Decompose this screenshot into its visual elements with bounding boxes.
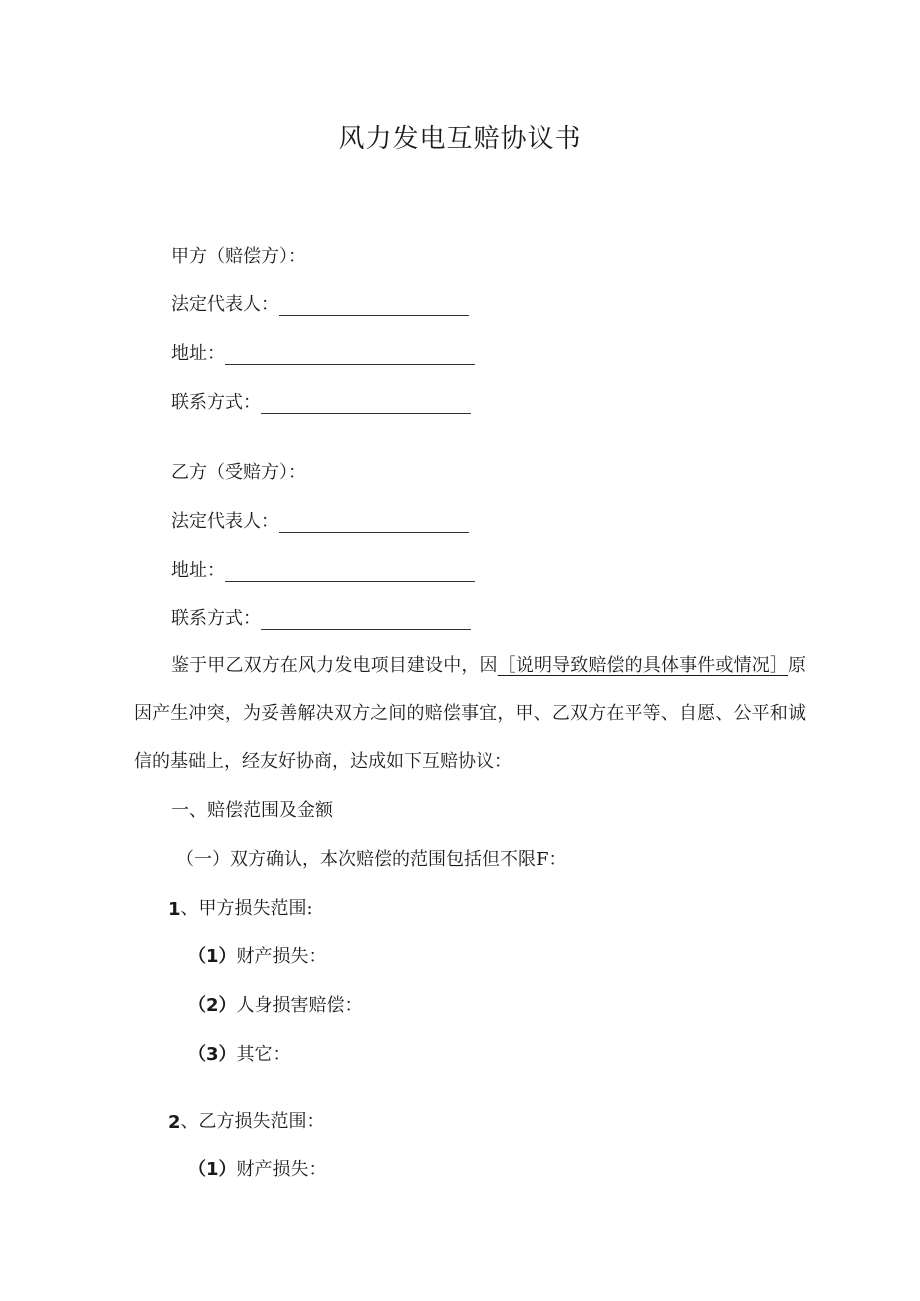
item-text: 其它： [236,1044,291,1065]
party-a-rep-blank [279,297,469,316]
party-a-loss-number: 1 [168,899,181,920]
item-number: （3） [188,1044,237,1065]
party-a-contact-line [171,388,471,414]
section1-heading [171,796,333,822]
party-b-addr-blank [225,563,475,582]
party-a-loss-label: 、甲方损失范围: [180,898,313,919]
section1-heading-text: 一、赔偿范围及金额 [171,800,333,821]
intro-event-placeholder: ［说明导致赔偿的具体事件或情况］ [497,655,789,676]
item-number: （1） [188,946,237,967]
party-b-loss-heading [168,1107,325,1133]
party-a-heading-text: 甲方（赔偿方）： [171,246,306,267]
party-a-rep-label: 法定代表人： [171,294,279,315]
party-b-heading [171,458,306,484]
document-title: 风力发电互赔协议书 [338,124,582,154]
item-number: （1） [188,1159,237,1180]
party-b-addr-line [171,556,475,582]
section1-sub1 [176,845,567,871]
party-b-loss-number: 2 [168,1112,181,1133]
party-b-heading-text: 乙方（受赔方）： [171,462,306,483]
intro-after: 原因产生冲突，为妥善解决双方之间的赔偿事宜，甲、乙双方在平等、自愿、公平和诚信的基础上，经友好协商，达成如下互赔协议： [134,655,807,772]
party-a-addr-label: 地址： [171,343,225,364]
party-b-rep-line [171,507,469,533]
party-b-contact-label: 联系方式： [171,608,261,629]
party-b-addr-label: 地址： [171,560,225,581]
party-b-loss-item-1 [188,1155,327,1181]
intro-before: 鉴于甲乙双方在风力发电项目建设中，因 [171,655,498,676]
intro-paragraph [134,642,806,786]
party-a-loss-item-1 [188,942,327,968]
item-text: 财产损失： [236,1159,327,1180]
party-a-loss-heading [168,894,313,920]
party-a-heading [171,242,306,268]
party-a-addr-blank [225,346,475,365]
party-b-loss-label: 、乙方损失范围： [180,1111,325,1132]
item-number: （2） [188,995,237,1016]
party-a-addr-line [171,339,475,365]
party-b-contact-blank [261,611,471,630]
section1-sub1-text: （一）双方确认，本次赔偿的范围包括但不限F： [176,849,567,870]
party-a-contact-blank [261,395,471,414]
party-b-rep-label: 法定代表人： [171,511,279,532]
party-b-contact-line [171,604,471,630]
party-a-loss-item-3 [188,1040,291,1066]
item-text: 财产损失： [236,946,327,967]
party-a-contact-label: 联系方式： [171,392,261,413]
party-a-rep-line [171,290,469,316]
party-b-rep-blank [279,514,469,533]
item-text: 人身损害赔偿： [236,995,363,1016]
party-a-loss-item-2 [188,991,363,1017]
